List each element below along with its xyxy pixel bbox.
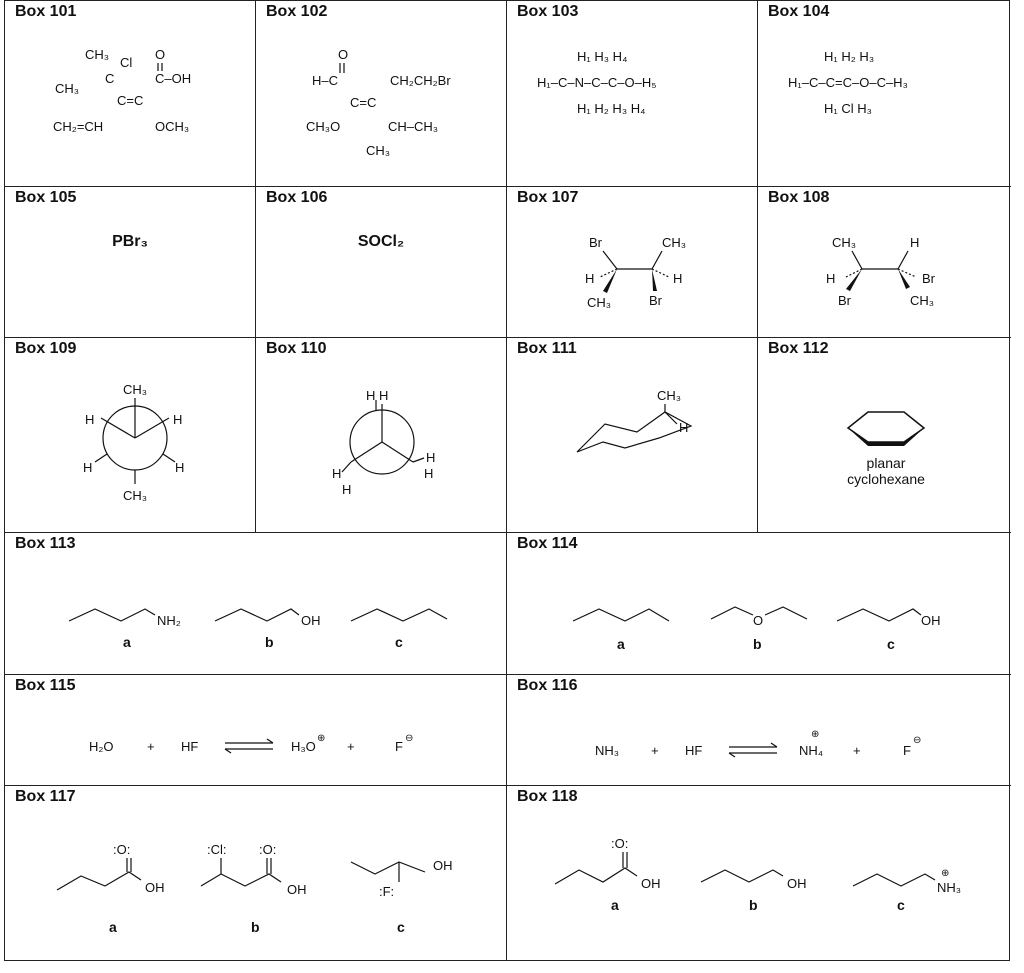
box-109 xyxy=(5,338,256,533)
box-title: Box 113 xyxy=(15,535,76,552)
svg-text:b: b xyxy=(749,897,758,913)
svg-text:CH₃: CH₃ xyxy=(657,388,682,403)
svg-text:H: H xyxy=(424,466,434,481)
box-105 xyxy=(5,187,256,338)
svg-text:CH₃: CH₃ xyxy=(910,293,935,308)
box-101 xyxy=(5,1,256,187)
svg-text:H: H xyxy=(673,271,683,286)
box-118 xyxy=(507,786,1011,960)
box-104 xyxy=(758,1,1011,187)
svg-text:CH₃: CH₃ xyxy=(85,47,110,62)
svg-text:c: c xyxy=(397,919,405,935)
svg-text:Br: Br xyxy=(922,271,935,286)
structure-103 xyxy=(507,1,758,187)
svg-text::F:: :F: xyxy=(379,884,395,899)
box-106 xyxy=(256,187,507,338)
svg-text:HF: HF xyxy=(685,743,703,758)
svg-text:H₁ H₂ H₃: H₁ H₂ H₃ xyxy=(824,49,875,64)
svg-text:CH₂CH₂Br: CH₂CH₂Br xyxy=(390,73,451,88)
svg-text:H: H xyxy=(426,450,436,465)
box-title: Box 105 xyxy=(15,189,77,206)
svg-text:CH₃: CH₃ xyxy=(587,295,612,310)
box-title: Box 110 xyxy=(266,340,327,357)
svg-text:O: O xyxy=(753,613,764,628)
box-title: Box 112 xyxy=(768,340,829,357)
svg-text:CH₃: CH₃ xyxy=(832,235,857,250)
box-108 xyxy=(758,187,1011,338)
box-113 xyxy=(5,533,507,675)
svg-text:CH–CH₃: CH–CH₃ xyxy=(388,119,439,134)
svg-text:+: + xyxy=(347,739,355,754)
svg-text:c: c xyxy=(395,634,403,650)
svg-text:H₁ H₃ H₄: H₁ H₃ H₄ xyxy=(577,49,628,64)
reagent-pbr3: PBr₃ xyxy=(112,233,148,250)
svg-text:O: O xyxy=(155,47,166,62)
structure-107 xyxy=(507,187,758,338)
svg-text:CH₃: CH₃ xyxy=(366,143,391,158)
structure-108 xyxy=(758,187,1011,338)
svg-text:OCH₃: OCH₃ xyxy=(155,119,190,134)
svg-text:CH₃: CH₃ xyxy=(662,235,687,250)
svg-text:H₁–C–N–C–C–O–H₅: H₁–C–N–C–C–O–H₅ xyxy=(537,75,657,90)
structures-114 xyxy=(507,533,1011,675)
svg-text:H: H xyxy=(826,271,836,286)
box-102 xyxy=(256,1,507,187)
box-103 xyxy=(507,1,758,187)
svg-text:OH: OH xyxy=(787,876,807,891)
svg-text:NH₄: NH₄ xyxy=(799,743,824,758)
structure-101 xyxy=(5,1,256,187)
svg-text:c: c xyxy=(897,897,905,913)
svg-text:HF: HF xyxy=(181,739,199,754)
svg-text:F: F xyxy=(903,743,911,758)
svg-text:CH₃O: CH₃O xyxy=(306,119,341,134)
box-107 xyxy=(507,187,758,338)
svg-text:b: b xyxy=(265,634,274,650)
box-111 xyxy=(507,338,758,533)
svg-text::O:: :O: xyxy=(113,842,131,857)
svg-text:NH₃: NH₃ xyxy=(937,880,962,895)
newman-109 xyxy=(5,338,256,533)
box-title: Box 109 xyxy=(15,340,77,357)
newman-110 xyxy=(256,338,507,533)
svg-text:C=C: C=C xyxy=(350,95,377,110)
svg-text:O: O xyxy=(338,47,349,62)
svg-text:OH: OH xyxy=(287,882,307,897)
svg-text:Br: Br xyxy=(589,235,602,250)
svg-text:H₃O: H₃O xyxy=(291,739,316,754)
svg-text:H: H xyxy=(83,460,93,475)
box-114 xyxy=(507,533,1011,675)
structure-102 xyxy=(256,1,507,187)
box-117 xyxy=(5,786,507,960)
svg-text:H: H xyxy=(85,412,95,427)
svg-text:OH: OH xyxy=(145,880,165,895)
box-112 xyxy=(758,338,1011,533)
svg-text:a: a xyxy=(109,919,117,935)
svg-text:+: + xyxy=(147,739,155,754)
svg-text:a: a xyxy=(617,636,625,652)
svg-text:H₁–C–C=C–O–C–H₃: H₁–C–C=C–O–C–H₃ xyxy=(788,75,908,90)
svg-text:CH₃: CH₃ xyxy=(123,382,148,397)
svg-text:H: H xyxy=(679,420,689,435)
svg-text:H₁ H₂ H₃ H₄: H₁ H₂ H₃ H₄ xyxy=(577,101,646,116)
svg-text:CH₂=CH: CH₂=CH xyxy=(53,119,104,134)
svg-text:Br: Br xyxy=(649,293,662,308)
box-title: Box 116 xyxy=(517,677,578,694)
equilibrium-116 xyxy=(507,675,1011,786)
cyclohexane-chair-111 xyxy=(507,338,758,533)
box-116 xyxy=(507,675,1011,786)
svg-text:b: b xyxy=(753,636,762,652)
svg-text::Cl:: :Cl: xyxy=(207,842,227,857)
svg-text:H₂O: H₂O xyxy=(89,739,114,754)
svg-text:OH: OH xyxy=(433,858,453,873)
svg-text:H: H xyxy=(173,412,183,427)
svg-text:F: F xyxy=(395,739,403,754)
box-title: Box 114 xyxy=(517,535,578,552)
svg-text:+: + xyxy=(853,743,861,758)
box-title: Box 101 xyxy=(15,3,77,20)
svg-text:H: H xyxy=(332,466,342,481)
svg-text:a: a xyxy=(123,634,131,650)
svg-text:OH: OH xyxy=(921,613,941,628)
svg-text:C: C xyxy=(105,71,115,86)
svg-text:+: + xyxy=(651,743,659,758)
box-title: Box 118 xyxy=(517,788,578,805)
svg-text:H–C: H–C xyxy=(312,73,339,88)
structure-104 xyxy=(758,1,1011,187)
box-title: Box 107 xyxy=(517,189,579,206)
svg-text:C–OH: C–OH xyxy=(155,71,192,86)
worksheet-grid xyxy=(4,0,1010,961)
svg-text:OH: OH xyxy=(301,613,321,628)
structures-118 xyxy=(507,786,1011,960)
svg-text:C=C: C=C xyxy=(117,93,144,108)
svg-text:H: H xyxy=(342,482,352,497)
box-title: Box 111 xyxy=(517,340,577,357)
svg-text:Cl: Cl xyxy=(120,55,133,70)
svg-text:a: a xyxy=(611,897,619,913)
svg-text:⊖: ⊖ xyxy=(913,735,922,746)
box-115 xyxy=(5,675,507,786)
box-title: Box 104 xyxy=(768,3,830,20)
box-110 xyxy=(256,338,507,533)
svg-text:b: b xyxy=(251,919,260,935)
box-title: Box 117 xyxy=(15,788,76,805)
svg-text:H H: H H xyxy=(366,388,389,403)
svg-text:H: H xyxy=(175,460,185,475)
box-title: Box 115 xyxy=(15,677,76,694)
box-title: Box 108 xyxy=(768,189,830,206)
svg-text:NH₃: NH₃ xyxy=(595,743,620,758)
box-title: Box 102 xyxy=(266,3,328,20)
box-title: Box 106 xyxy=(266,189,328,206)
svg-text:OH: OH xyxy=(641,876,661,891)
svg-text:⊕: ⊕ xyxy=(941,868,950,879)
svg-text:NH₂: NH₂ xyxy=(157,613,181,628)
planar-cyclohexane-112 xyxy=(758,338,1011,533)
svg-text:H: H xyxy=(910,235,920,250)
svg-text:H₁ Cl H₃: H₁ Cl H₃ xyxy=(824,101,872,116)
structures-113 xyxy=(5,533,507,675)
svg-text:CH₃: CH₃ xyxy=(55,81,80,96)
svg-text:Br: Br xyxy=(838,293,851,308)
box-title: Box 103 xyxy=(517,3,579,20)
svg-text:CH₃: CH₃ xyxy=(123,488,148,503)
equilibrium-115 xyxy=(5,675,507,786)
structures-117 xyxy=(5,786,507,960)
svg-text:planar: planar xyxy=(866,455,906,471)
svg-text:⊕: ⊕ xyxy=(317,733,326,744)
reagent-socl2: SOCl₂ xyxy=(357,233,405,250)
svg-text::O:: :O: xyxy=(611,836,629,851)
svg-text:cyclohexane: cyclohexane xyxy=(847,471,925,487)
svg-text:⊕: ⊕ xyxy=(811,729,820,740)
svg-text:c: c xyxy=(887,636,895,652)
svg-text:⊖: ⊖ xyxy=(405,733,414,744)
svg-text::O:: :O: xyxy=(259,842,277,857)
svg-text:H: H xyxy=(585,271,595,286)
